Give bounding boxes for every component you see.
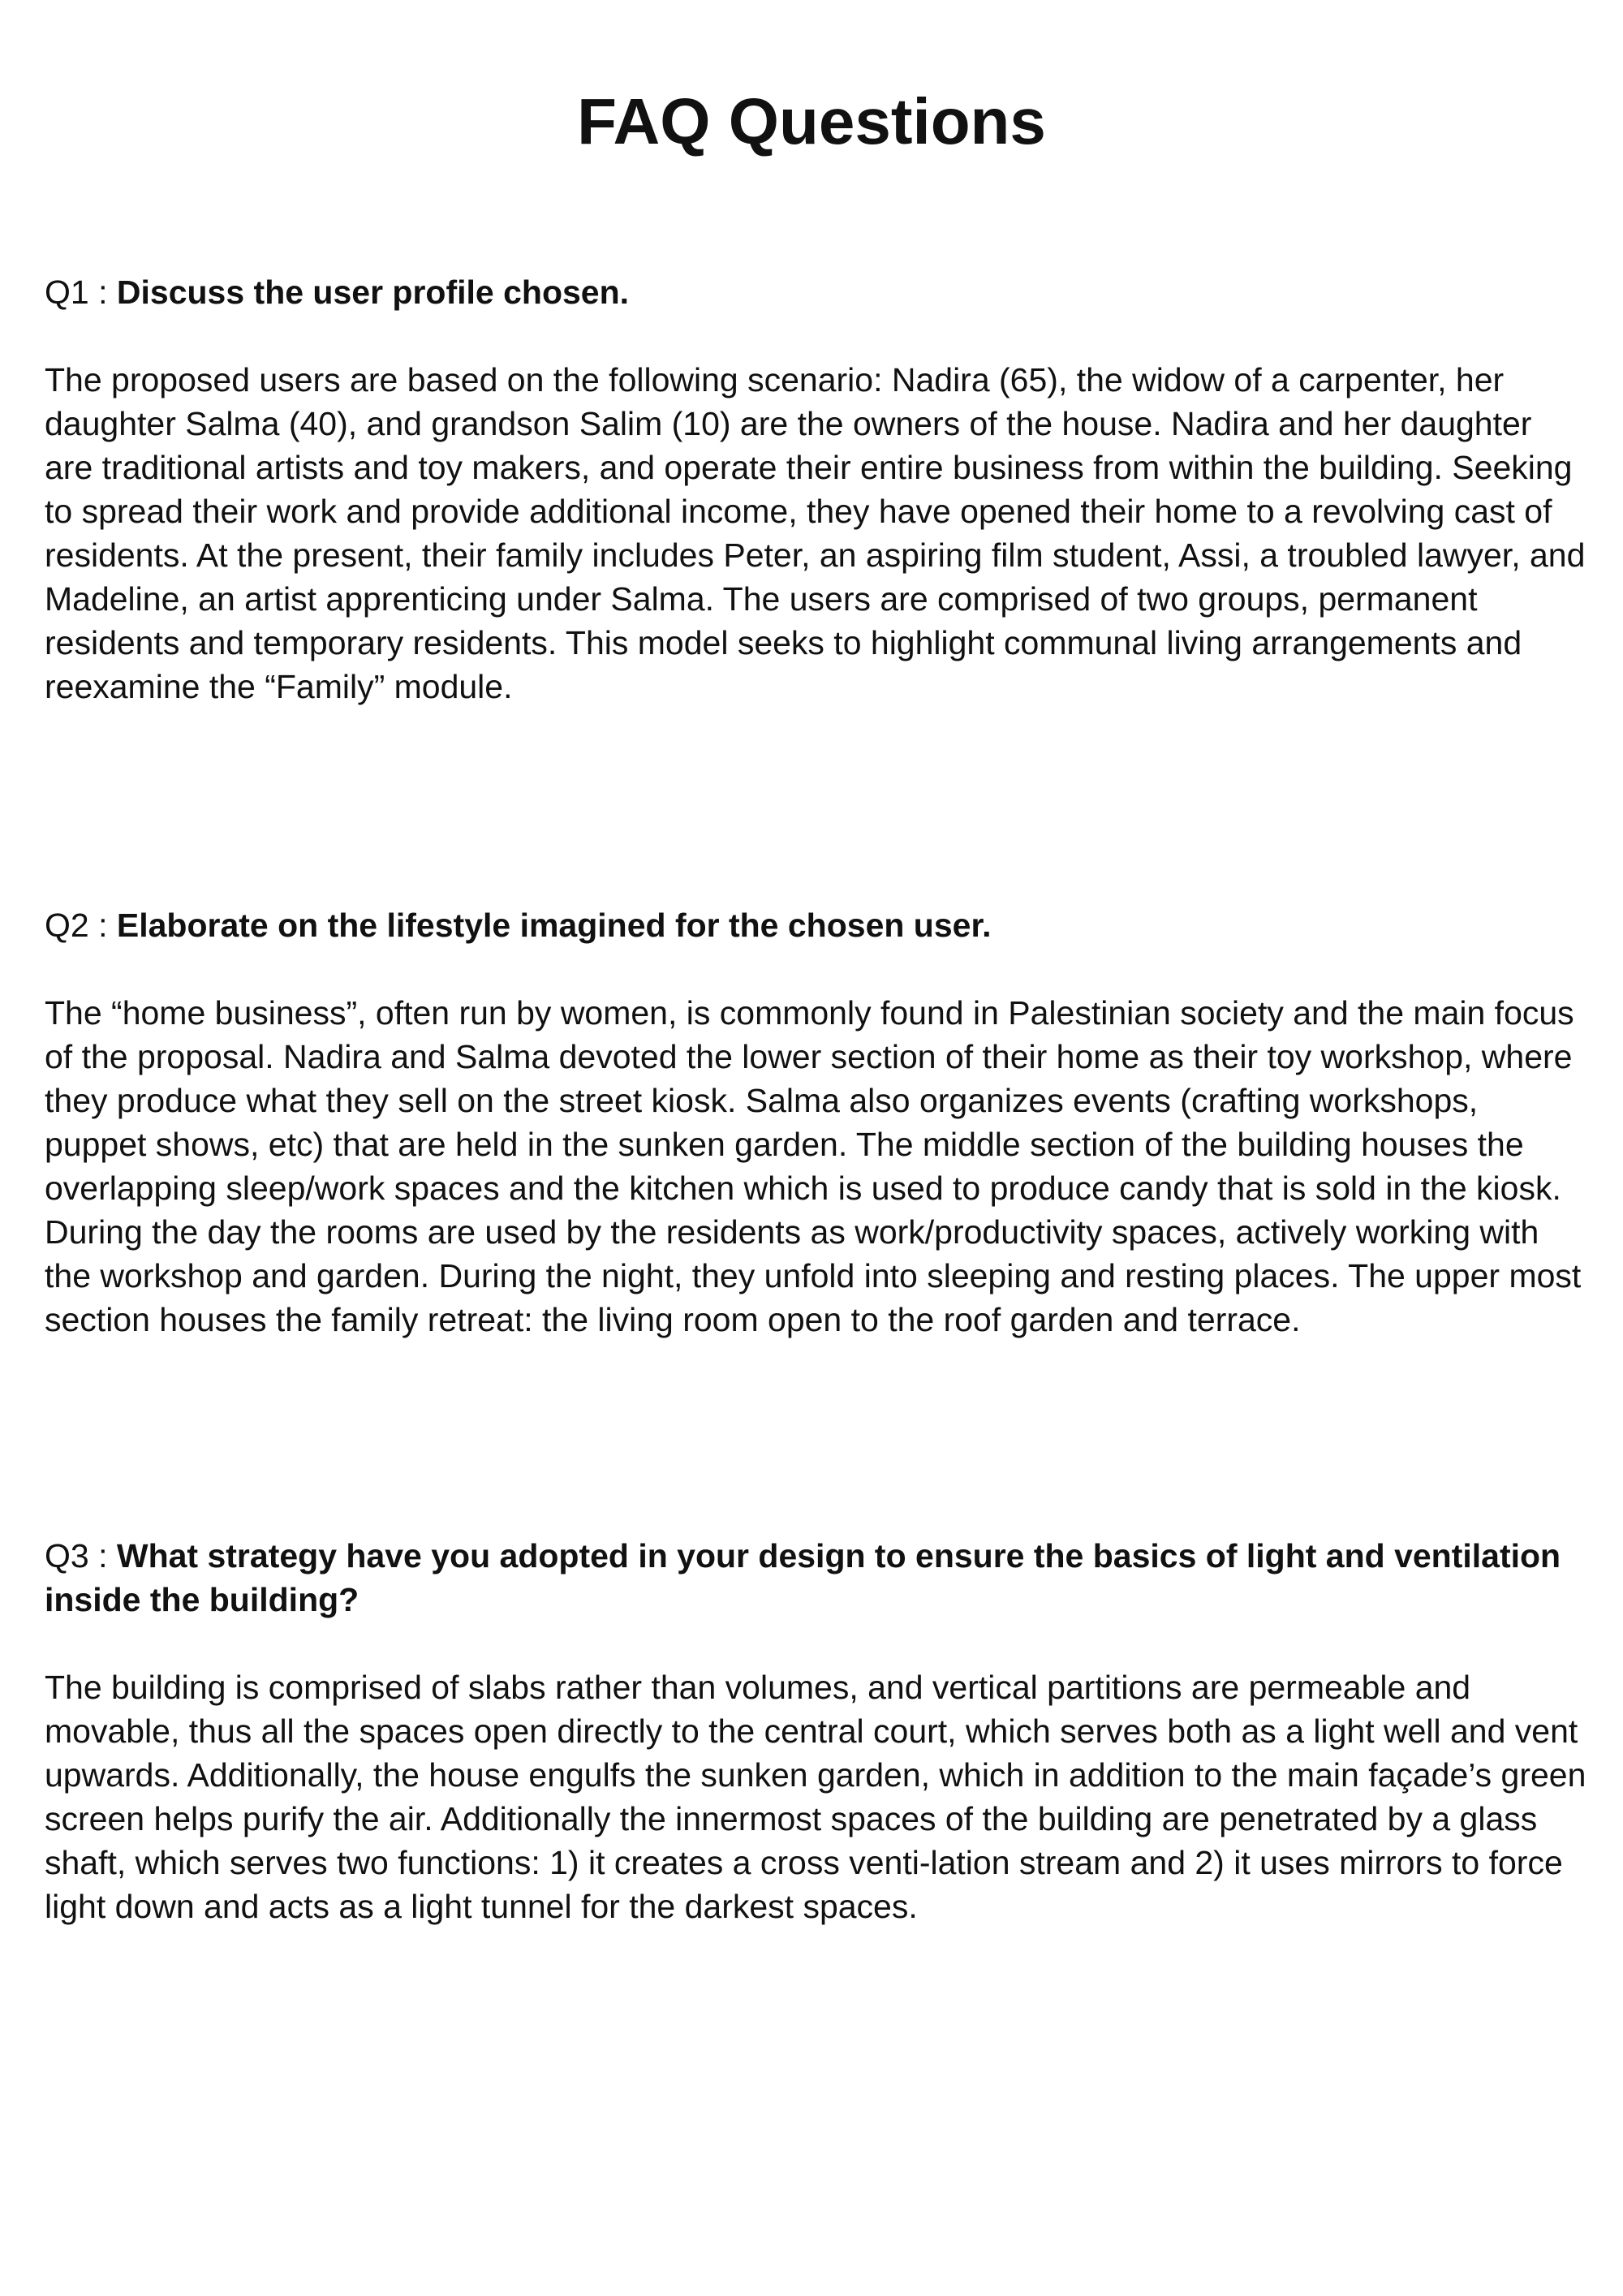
question-q2 bbox=[45, 903, 1586, 947]
question-separator: : bbox=[88, 1537, 117, 1574]
question-text: Discuss the user profile chosen. bbox=[116, 274, 630, 311]
question-label: Q3 bbox=[45, 1537, 89, 1574]
question-separator: : bbox=[88, 274, 117, 311]
answer-q1: The proposed users are based on the following scenario: Nadira (65), the widow of a carpenter, her daughter Salma (40), and grandson Salim (10) are the owners of the house. Nadira and her daughter are traditional artists and toy makers, and operate their entire business from within the building. Seeking to spread their work and provide additional income, they have opened their home to a revolving cast of residents. At the present, their family includes Peter, an aspiring film student, Assi, a troubled lawyer, and Madeline, an artist apprenticing under Salma. The users are comprised of two groups, permanent residents and temporary residents. This model seeks to highlight communal living arrangements and reexamine the “Family” module. bbox=[45, 361, 1586, 705]
faq-item-q2 bbox=[45, 903, 1586, 1342]
answer-q3: The building is comprised of slabs rather than volumes, and vertical partitions are permeable and movable, thus all the spaces open directly to the central court, which serves both as a light well and vent upwards. Additionally, the house engulfs the sunken garden, which in addition to the main façade’s green screen helps purify the air. Additionally the innermost spaces of the building are penetrated by a glass shaft, which serves two functions: 1) it creates a cross venti-lation stream and 2) it uses mirrors to force light down and acts as a light tunnel for the darkest spaces. bbox=[45, 1669, 1586, 1925]
question-label: Q1 bbox=[45, 274, 89, 311]
faq-item-q1 bbox=[45, 270, 1586, 709]
question-text: Elaborate on the lifestyle imagined for the chosen user. bbox=[116, 907, 992, 944]
page-title: FAQ Questions bbox=[577, 85, 1046, 157]
answer-q2: The “home business”, often run by women, is commonly found in Palestinian society and the main focus of the proposal. Nadira and Salma devoted the lower section of their home as their toy workshop, where they produce what they sell on the street kiosk. Salma also organizes events (crafting workshops, puppet shows, etc) that are held in the sunken garden. The middle section of the building houses the overlapping sleep/work spaces and the kitchen which is used to produce candy that is sold in the kiosk. During the day the rooms are used by the residents as work/productivity spaces, actively working with the workshop and garden. During the night, they unfold into sleeping and resting places. The upper most section houses the family retreat: the living room open to the roof garden and terrace. bbox=[45, 994, 1582, 1338]
question-q1 bbox=[45, 270, 1586, 314]
question-label: Q2 bbox=[45, 907, 89, 944]
question-q3 bbox=[45, 1534, 1586, 1622]
question-separator: : bbox=[88, 907, 117, 944]
faq-item-q3 bbox=[45, 1534, 1586, 1928]
question-text: What strategy have you adopted in your design to ensure the basics of light and ventilation inside the building? bbox=[45, 1537, 1561, 1618]
